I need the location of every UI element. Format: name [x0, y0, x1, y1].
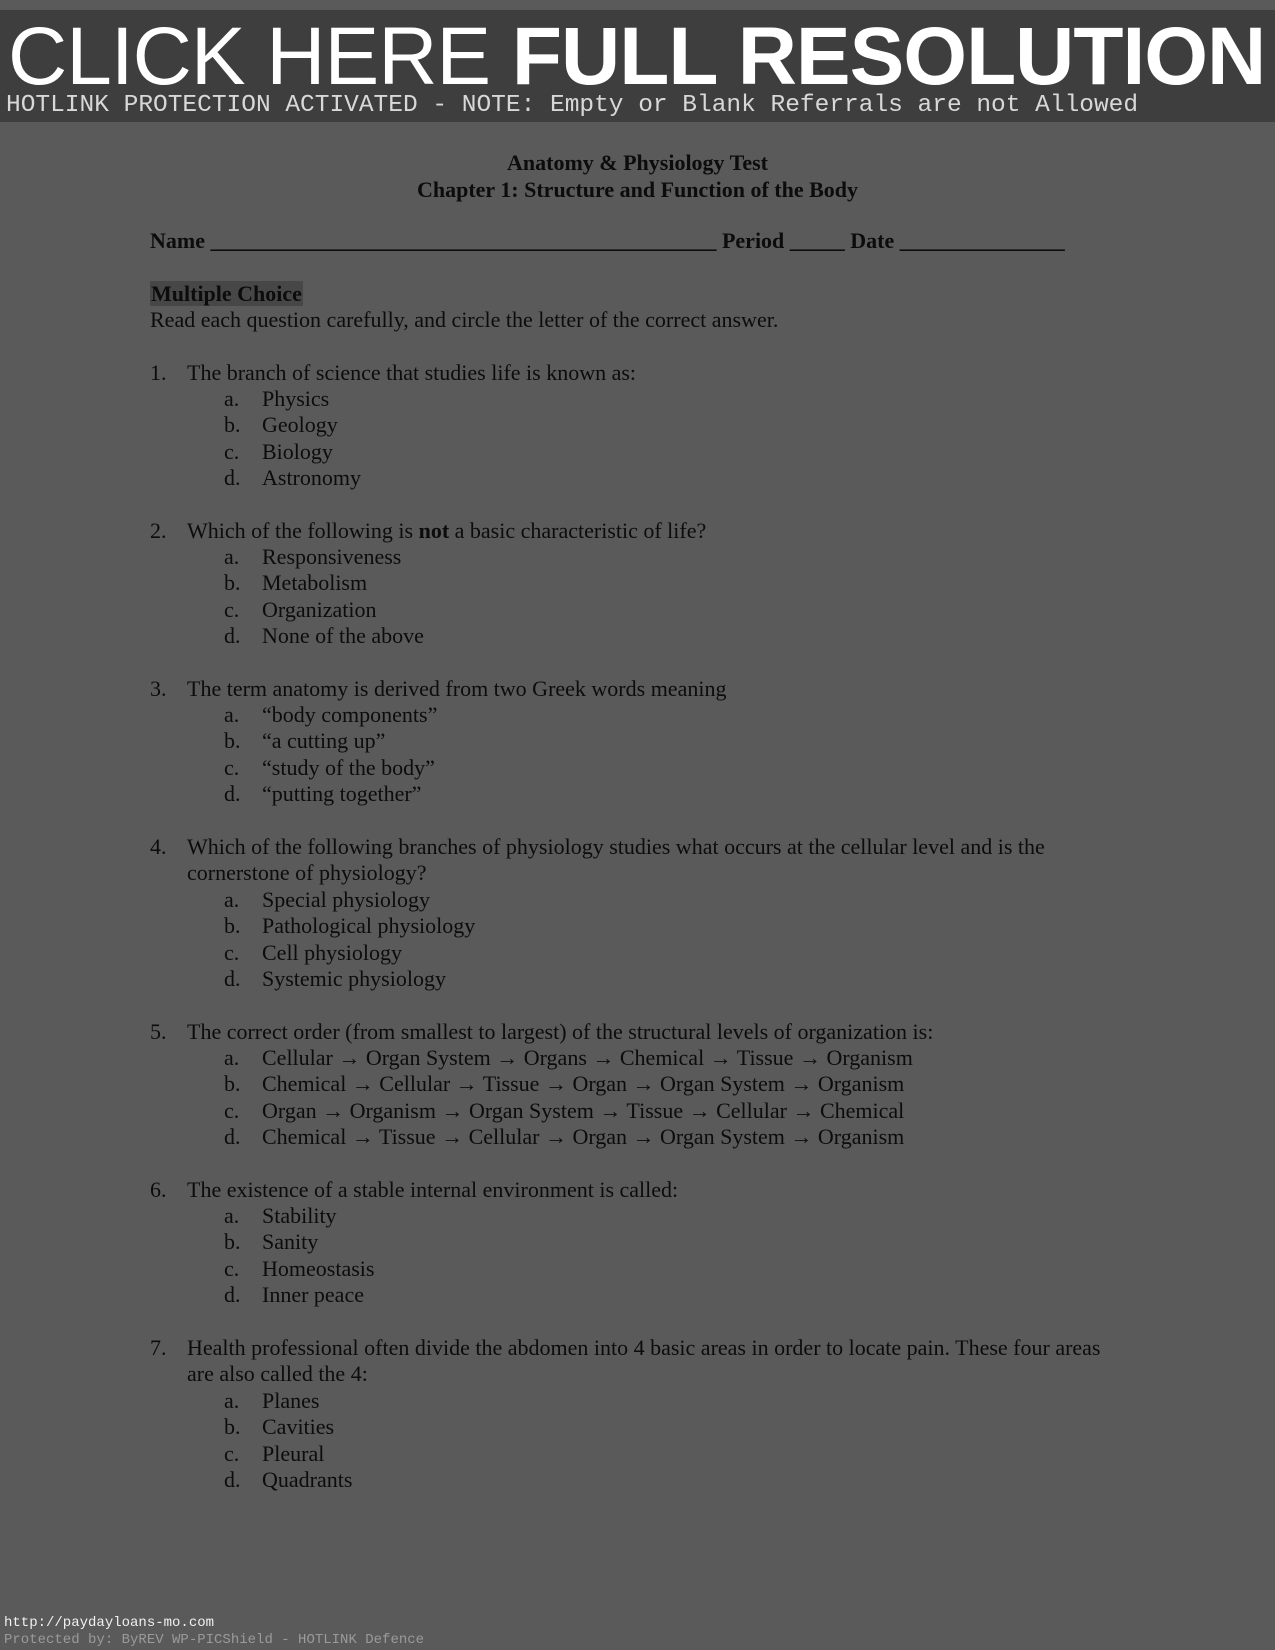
instructions: Read each question carefully, and circle the letter of the correct answer.	[150, 307, 779, 332]
footer-protection-note: Protected by: ByREV WP-PICShield - HOTLINK Defence	[4, 1632, 425, 1648]
option-letter: b.	[224, 570, 241, 595]
hotlink-notice: HOTLINK PROTECTION ACTIVATED - NOTE: Empty or Blank Referrals are not Allowed	[6, 92, 1139, 119]
option-text: “a cutting up”	[262, 728, 386, 753]
option-text: Chemical → Cellular → Tissue → Organ → Organ System → Organism	[262, 1071, 905, 1096]
question-number: 2.	[150, 518, 167, 543]
option-text: “body components”	[262, 702, 438, 727]
option-letter: d.	[224, 781, 241, 806]
test-subtitle: Chapter 1: Structure and Function of the Body	[416, 177, 859, 202]
option-text: Pathological physiology	[262, 913, 476, 938]
hotlink-banner[interactable]	[0, 10, 1275, 122]
option-text: “study of the body”	[262, 755, 435, 780]
option-text: Chemical → Tissue → Cellular → Organ → Organ System → Organism	[262, 1124, 905, 1149]
section-heading: Multiple Choice	[151, 281, 302, 306]
option-letter: a.	[224, 702, 240, 727]
footer-url[interactable]: http://paydayloans-mo.com	[4, 1615, 215, 1631]
question-text: The term anatomy is derived from two Greek words meaning	[187, 676, 727, 701]
option-letter: c.	[224, 597, 240, 622]
option-letter: c.	[224, 940, 240, 965]
option-letter: d.	[224, 465, 241, 490]
option-text: Inner peace	[262, 1282, 364, 1307]
option-text: Systemic physiology	[262, 966, 446, 991]
option-text: “putting together”	[262, 781, 422, 806]
full-resolution-text: FULL RESOLUTION	[511, 11, 1266, 102]
option-letter: a.	[224, 544, 240, 569]
option-text: Responsiveness	[262, 544, 402, 569]
question-number: 4.	[150, 834, 167, 859]
option-letter: b.	[224, 1414, 241, 1439]
question-text: Health professional often divide the abdomen into 4 basic areas in order to locate pain. These four areas are also called the 4:	[187, 1335, 1101, 1387]
option-letter: d.	[224, 966, 241, 991]
option-letter: b.	[224, 1229, 241, 1254]
test-title: Anatomy & Physiology Test	[507, 150, 768, 175]
option-letter: d.	[224, 1124, 241, 1149]
question-number: 1.	[150, 360, 167, 385]
option-text: Physics	[262, 386, 330, 411]
option-text: Metabolism	[262, 570, 368, 595]
question-number: 3.	[150, 676, 167, 701]
option-text: Biology	[262, 439, 333, 464]
option-letter: a.	[224, 1203, 240, 1228]
banner-headline	[8, 11, 1266, 102]
option-text: Organization	[262, 597, 377, 622]
question-text: The branch of science that studies life is known as:	[187, 360, 637, 385]
option-text: Planes	[262, 1388, 320, 1413]
option-text: Cellular → Organ System → Organs → Chemical → Tissue → Organism	[262, 1045, 913, 1070]
option-letter: c.	[224, 755, 240, 780]
option-letter: d.	[224, 1467, 241, 1492]
option-letter: a.	[224, 386, 240, 411]
question-text	[187, 518, 1107, 544]
option-text: Special physiology	[262, 887, 431, 912]
option-letter: a.	[224, 1388, 240, 1413]
option-letter: c.	[224, 1098, 240, 1123]
option-letter: a.	[224, 1045, 240, 1070]
name-period-date-line: Name ______________________________________________ Period _____ Date _______________	[150, 228, 1065, 253]
option-text: Astronomy	[262, 465, 361, 490]
option-letter: a.	[224, 887, 240, 912]
option-letter: b.	[224, 412, 241, 437]
question-number: 6.	[150, 1177, 167, 1202]
option-letter: c.	[224, 1441, 240, 1466]
option-text: Organ → Organism → Organ System → Tissue → Cellular → Chemical	[262, 1098, 905, 1123]
question-number: 5.	[150, 1019, 167, 1044]
option-text: Cavities	[262, 1414, 335, 1439]
option-letter: b.	[224, 728, 241, 753]
option-text: Stability	[262, 1203, 337, 1228]
option-text: Quadrants	[262, 1467, 353, 1492]
option-text: None of the above	[262, 623, 424, 648]
option-text: Pleural	[262, 1441, 325, 1466]
question-text-end: a basic characteristic of life?	[449, 518, 707, 543]
option-text: Homeostasis	[262, 1256, 375, 1281]
option-letter: c.	[224, 1256, 240, 1281]
question-text: Which of the following branches of physiology studies what occurs at the cellular level and is the cornerstone of physiology?	[187, 834, 1045, 886]
option-letter: d.	[224, 1282, 241, 1307]
option-text: Geology	[262, 412, 338, 437]
option-letter: b.	[224, 1071, 241, 1096]
emphasis-not: not	[418, 518, 450, 543]
option-letter: b.	[224, 913, 241, 938]
click-here-text: CLICK HERE	[8, 11, 491, 102]
question-text: The correct order (from smallest to largest) of the structural levels of organization is:	[187, 1019, 934, 1044]
question-number: 7.	[150, 1335, 167, 1360]
option-letter: c.	[224, 439, 240, 464]
option-letter: d.	[224, 623, 241, 648]
question-text-start: Which of the following is	[187, 518, 419, 543]
option-text: Sanity	[262, 1229, 319, 1254]
section-heading-wrap	[150, 281, 303, 307]
option-text: Cell physiology	[262, 940, 402, 965]
question-text: The existence of a stable internal environment is called:	[187, 1177, 679, 1202]
